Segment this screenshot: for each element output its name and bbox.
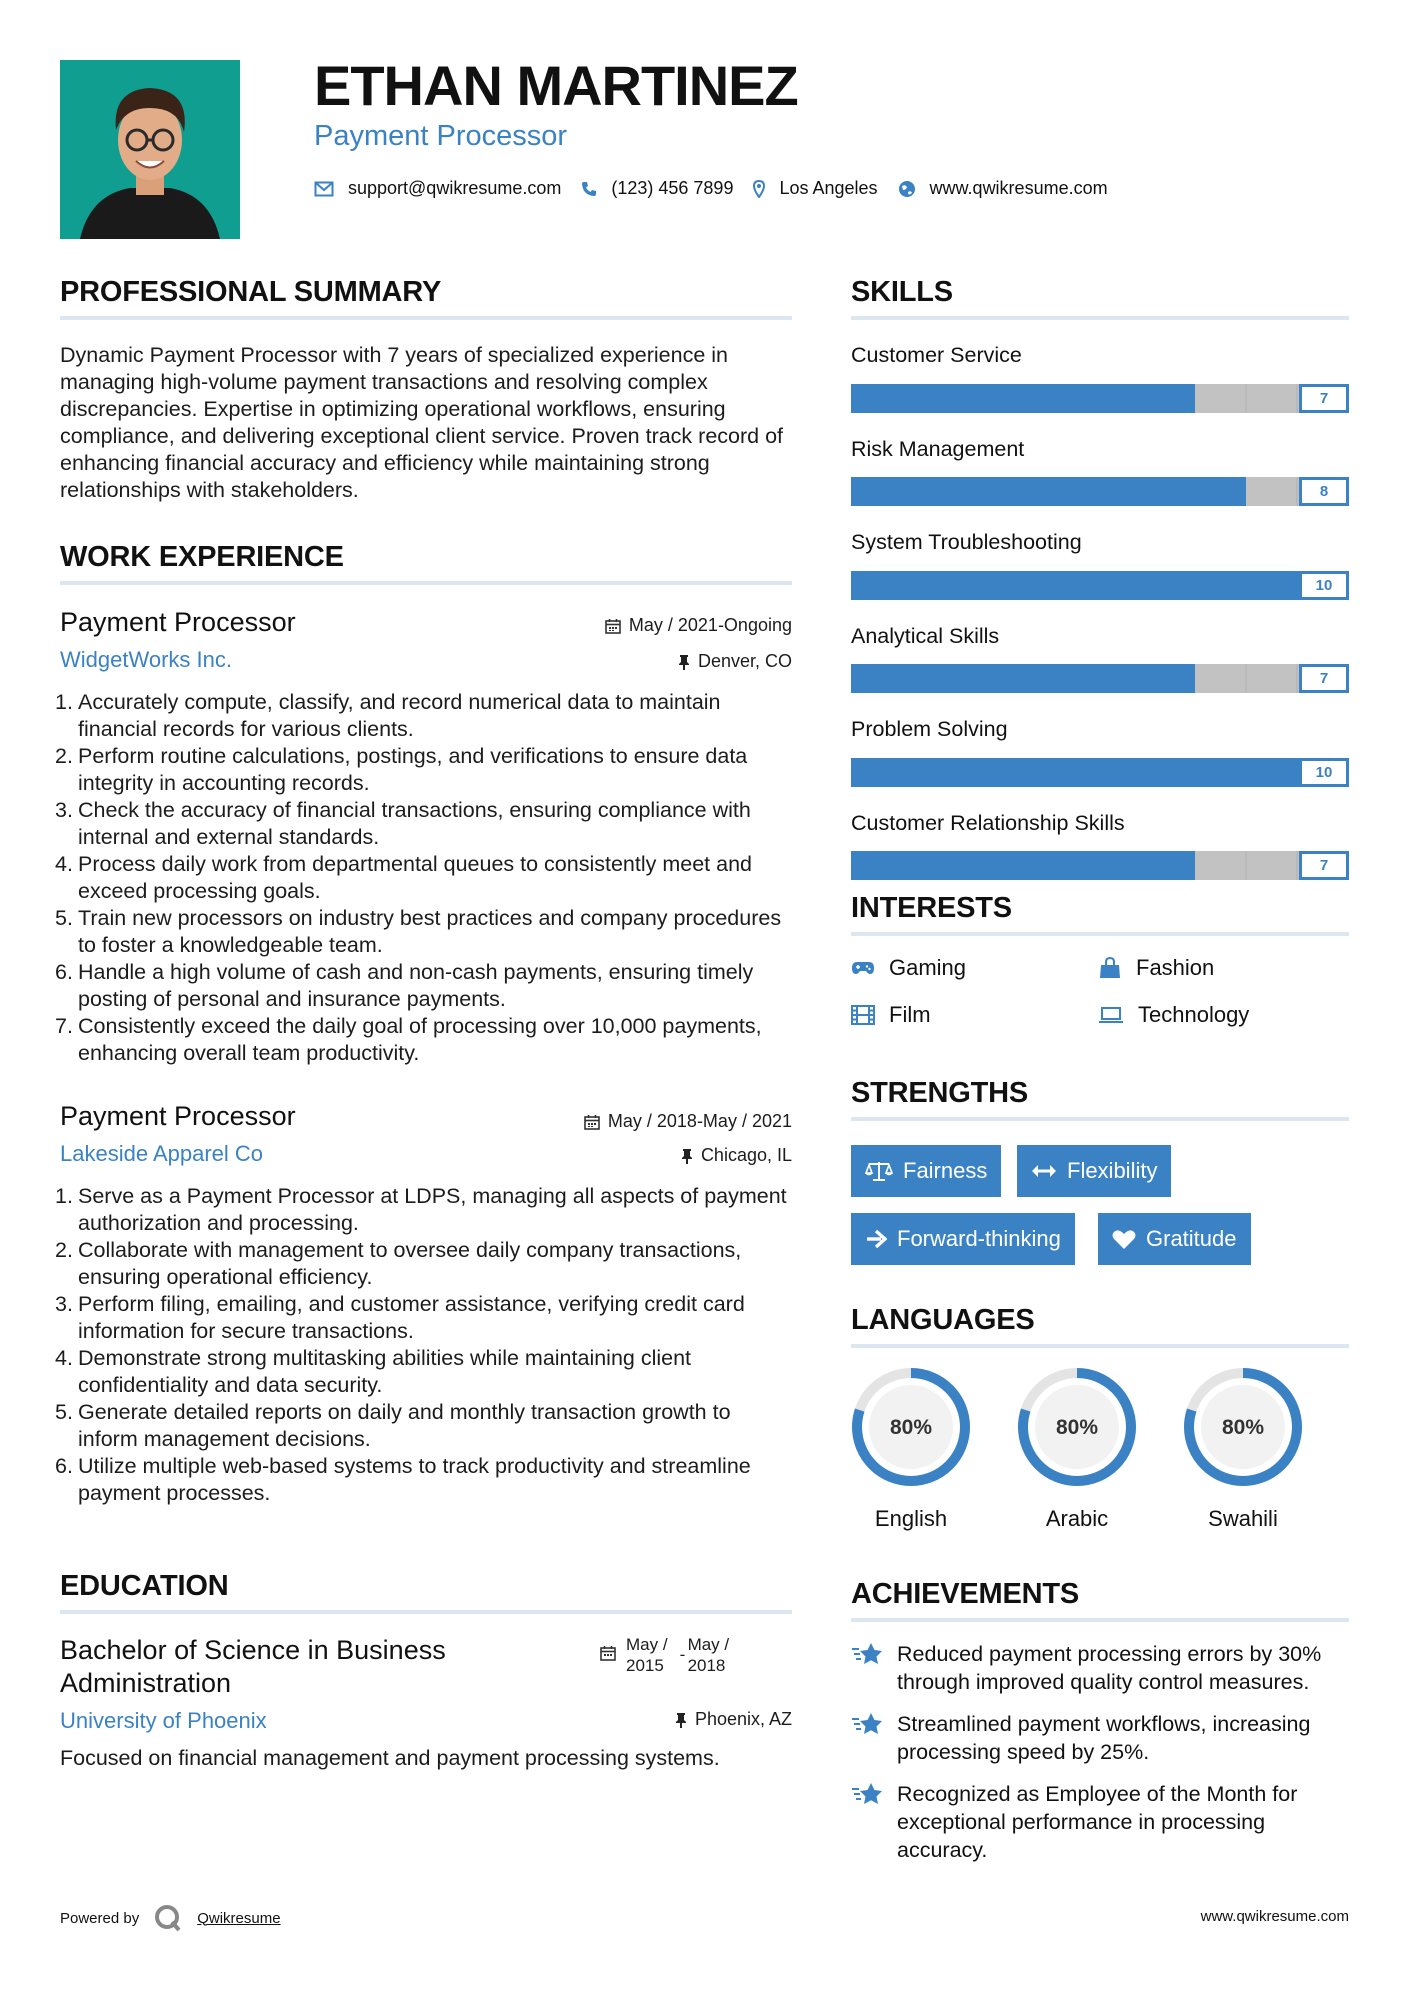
job-location xyxy=(678,651,792,672)
skill-level-badge: 7 xyxy=(1299,664,1349,693)
achievement-text: Streamlined payment workflows, increasing processing speed by 25%. xyxy=(897,1712,1311,1764)
skill-level-segment xyxy=(1097,384,1146,413)
film-icon xyxy=(851,1005,875,1025)
contact-email[interactable]: support@qwikresume.com xyxy=(348,178,562,198)
award-star-icon xyxy=(851,1710,885,1738)
language-name: Arabic xyxy=(1045,1506,1109,1531)
skill-level-segment xyxy=(900,664,949,693)
list-item: Consistently exceed the daily goal of processing over 10,000 payments, enhancing overall team productivity. xyxy=(78,1014,762,1065)
skill-level-segment xyxy=(851,664,900,693)
education-description: Focused on financial management and payment processing systems. xyxy=(60,1746,720,1770)
award-star-icon xyxy=(851,1780,885,1808)
award-star-icon xyxy=(851,1640,885,1668)
list-item: Perform filing, emailing, and customer assistance, verifying credit card information for secure transactions. xyxy=(78,1292,745,1343)
job-company: WidgetWorks Inc. xyxy=(60,647,232,672)
interests-divider xyxy=(851,932,1349,936)
skill-item xyxy=(851,623,1349,694)
skill-level-segment xyxy=(1048,664,1097,693)
strengths-divider xyxy=(851,1117,1349,1121)
skill-item xyxy=(851,810,1349,881)
summary-divider xyxy=(60,316,792,320)
skill-level-bar xyxy=(851,851,1349,880)
skill-level-segment xyxy=(1048,384,1097,413)
interest-fashion xyxy=(1098,955,1214,981)
job-dates xyxy=(605,615,792,636)
calendar-icon xyxy=(605,618,621,634)
skills-list xyxy=(851,345,1349,906)
education-location xyxy=(675,1709,792,1730)
pushpin-icon xyxy=(678,654,690,670)
education-start-line-2: 2015 xyxy=(626,1656,664,1675)
interest-label: Fashion xyxy=(1136,955,1215,980)
achievements-heading: ACHIEVEMENTS xyxy=(851,1578,1080,1610)
skill-level-segment xyxy=(1048,851,1097,880)
calendar-icon xyxy=(584,1114,600,1130)
interest-technology xyxy=(1098,1002,1249,1028)
skill-level-segment xyxy=(951,758,1001,787)
job-location-text: Chicago, IL xyxy=(700,1145,792,1165)
achievement-item xyxy=(851,1780,1349,1864)
skills-divider xyxy=(851,316,1349,320)
arrow-right-icon xyxy=(865,1229,887,1249)
skill-level-segment xyxy=(1146,384,1195,413)
footer-website[interactable]: www.qwikresume.com xyxy=(1200,1908,1349,1925)
skill-label: Customer Service xyxy=(851,343,1022,367)
list-item: Perform routine calculations, postings, and verifications to ensure data integrity in accounting records. xyxy=(78,744,748,795)
skill-label: System Troubleshooting xyxy=(851,530,1082,554)
strength-label: Gratitude xyxy=(1146,1226,1237,1251)
gamepad-icon xyxy=(851,960,875,976)
pushpin-icon xyxy=(675,1712,687,1728)
skill-level-segment xyxy=(999,851,1048,880)
calendar-icon xyxy=(600,1645,616,1661)
qwikresume-link[interactable]: Qwikresume xyxy=(197,1909,281,1927)
skill-label: Analytical Skills xyxy=(851,623,1000,648)
powered-by-label: Powered by xyxy=(60,1909,140,1927)
arrows-horizontal-icon xyxy=(1031,1164,1057,1178)
interest-label: Technology xyxy=(1138,1002,1250,1027)
skill-level-segment xyxy=(900,384,949,413)
summary-text: Dynamic Payment Processor with 7 years of specialized experience in managing high-volume payment transactions and resolving complex discrepancies. Expertise in optimizing operational workflows, ensuring compliance, and delivering exceptional client service. Proven track record of enhancing financial accuracy and efficiency while maintaining strong relationships with stakeholders. xyxy=(60,343,784,502)
job-title: Payment Processor xyxy=(60,607,296,637)
skill-level-bar xyxy=(851,571,1349,600)
interest-label: Film xyxy=(889,1002,931,1027)
list-item: Generate detailed reports on daily and monthly transaction growth to inform management decisions. xyxy=(78,1400,731,1451)
list-item: Serve as a Payment Processor at LDPS, managing all aspects of payment authorization and processing. xyxy=(78,1184,787,1235)
job-location xyxy=(681,1145,792,1166)
skills-heading: SKILLS xyxy=(851,276,953,308)
job-dates-text: May / 2018-May / 2021 xyxy=(607,1111,792,1131)
skill-level-segment xyxy=(1098,477,1147,506)
map-marker-icon xyxy=(753,180,765,198)
skill-level-segment xyxy=(1197,477,1246,506)
strength-flexibility xyxy=(1017,1145,1171,1197)
contact-bar xyxy=(314,178,1128,199)
heart-icon xyxy=(1112,1229,1136,1250)
skill-level-badge: 8 xyxy=(1299,477,1349,506)
skill-label: Risk Management xyxy=(851,436,1025,461)
language-progress-ring xyxy=(849,1365,973,1489)
skill-level-segment xyxy=(1195,664,1246,693)
skill-level-segment xyxy=(1195,851,1246,880)
skill-level-segment xyxy=(1200,758,1250,787)
contact-location: Los Angeles xyxy=(779,178,878,198)
skill-level-segment xyxy=(999,384,1048,413)
skill-level-segment xyxy=(1049,477,1098,506)
skill-level-segment xyxy=(950,477,999,506)
achievement-item xyxy=(851,1710,1349,1766)
profile-photo xyxy=(60,60,240,239)
job-dates-text: May / 2021-Ongoing xyxy=(628,615,792,635)
skill-item xyxy=(851,345,1349,413)
interests-heading: INTERESTS xyxy=(851,892,1012,924)
skill-level-segment xyxy=(999,477,1048,506)
skill-level-segment xyxy=(949,384,998,413)
job-duties xyxy=(60,1183,795,1507)
skill-item xyxy=(851,719,1349,787)
list-item: Collaborate with management to oversee daily company transactions, ensuring operational efficiency. xyxy=(78,1238,742,1289)
language-name: English xyxy=(874,1506,948,1531)
skill-level-segment xyxy=(901,758,951,787)
balance-scale-icon xyxy=(865,1160,893,1182)
skill-level-segment xyxy=(1247,851,1298,880)
list-item: Demonstrate strong multitasking abilities while maintaining client confidentiality and data security. xyxy=(78,1346,692,1397)
strengths-heading: STRENGTHS xyxy=(851,1077,1029,1109)
language-item xyxy=(1181,1365,1305,1532)
list-item: Handle a high volume of cash and non-cash payments, ensuring timely posting of personal and insurance payments. xyxy=(78,960,754,1011)
achievement-text: Recognized as Employee of the Month for exceptional performance in processing accuracy. xyxy=(897,1782,1298,1862)
skill-level-segment xyxy=(851,384,900,413)
language-percent-label: 80% xyxy=(889,1416,933,1439)
skill-level-segment xyxy=(1100,571,1150,600)
list-item: Check the accuracy of financial transactions, ensuring compliance with internal and external standards. xyxy=(78,798,751,849)
laptop-icon xyxy=(1098,1006,1124,1024)
skill-level-segment xyxy=(1246,477,1297,506)
skill-item xyxy=(851,436,1349,507)
language-name: Swahili xyxy=(1208,1506,1278,1531)
languages-list xyxy=(849,1365,1305,1532)
skill-level-segment xyxy=(951,571,1001,600)
job-location-text: Denver, CO xyxy=(697,651,792,671)
skill-label: Problem Solving xyxy=(851,717,1008,741)
skill-level-segment xyxy=(1247,384,1298,413)
education-dates: May / 2015 - May / 2018 xyxy=(600,1634,729,1676)
envelope-icon xyxy=(314,181,334,197)
skill-level-segment xyxy=(1097,664,1146,693)
skill-level-segment xyxy=(999,664,1048,693)
skill-level-segment xyxy=(1200,571,1250,600)
skill-level-badge: 7 xyxy=(1299,384,1349,413)
skill-level-segment xyxy=(1097,851,1146,880)
education-divider xyxy=(60,1610,792,1614)
education-heading: EDUCATION xyxy=(60,1570,229,1602)
education-start-line-1: May / xyxy=(626,1635,668,1654)
education-end-line-2: 2018 xyxy=(687,1656,726,1675)
strength-forward-thinking xyxy=(851,1213,1075,1265)
skill-level-segment xyxy=(1146,851,1195,880)
pushpin-icon xyxy=(681,1148,693,1164)
strength-gratitude xyxy=(1098,1213,1251,1265)
education-location-text: Phoenix, AZ xyxy=(694,1709,792,1729)
contact-phone[interactable]: (123) 456 7899 xyxy=(611,178,734,198)
skill-level-segment xyxy=(1249,758,1299,787)
interest-gaming xyxy=(851,955,966,981)
skill-level-segment xyxy=(949,664,998,693)
achievements-divider xyxy=(851,1618,1349,1622)
skill-level-segment xyxy=(1150,571,1200,600)
list-item: Process daily work from departmental queues to consistently meet and exceed processing goals. xyxy=(78,852,752,903)
skill-level-badge: 10 xyxy=(1299,758,1349,787)
strength-label: Fairness xyxy=(903,1158,988,1183)
skill-level-segment xyxy=(851,571,901,600)
strength-label: Forward-thinking xyxy=(897,1226,1061,1251)
languages-divider xyxy=(851,1344,1349,1348)
job-title: Payment Processor xyxy=(60,1101,296,1131)
achievement-item xyxy=(851,1640,1349,1696)
skill-item xyxy=(851,532,1349,600)
skill-level-segment xyxy=(1000,758,1050,787)
skill-level-bar xyxy=(851,477,1349,506)
achievement-text: Reduced payment processing errors by 30% through improved quality control measures. xyxy=(897,1642,1322,1694)
skill-level-segment xyxy=(1050,571,1100,600)
interest-label: Gaming xyxy=(889,955,967,980)
list-item: Utilize multiple web-based systems to track productivity and streamline payment processes. xyxy=(78,1454,751,1505)
education-school: University of Phoenix xyxy=(60,1708,267,1733)
list-item: Train new processors on industry best practices and company procedures to foster a knowledgeable team. xyxy=(78,906,782,957)
job-duties xyxy=(60,689,795,1067)
strength-fairness xyxy=(851,1145,1001,1197)
degree-line-1: Bachelor of Science in Business xyxy=(60,1635,446,1665)
interest-film xyxy=(851,1002,931,1028)
skill-level-segment xyxy=(851,851,900,880)
skill-level-segment xyxy=(851,758,901,787)
skill-level-bar xyxy=(851,758,1349,787)
skill-level-segment xyxy=(900,477,949,506)
skill-level-badge: 10 xyxy=(1299,571,1349,600)
contact-website[interactable]: www.qwikresume.com xyxy=(929,178,1108,198)
qwikresume-logo-icon xyxy=(153,1903,183,1933)
skill-level-segment xyxy=(851,477,900,506)
degree xyxy=(60,1634,446,1700)
skill-level-segment xyxy=(1150,758,1200,787)
language-item xyxy=(849,1365,973,1532)
language-item xyxy=(1015,1365,1139,1532)
skill-level-bar xyxy=(851,664,1349,693)
achievements-list xyxy=(851,1640,1349,1864)
skill-level-segment xyxy=(1247,664,1298,693)
language-percent-label: 80% xyxy=(1055,1416,1099,1439)
education-end-line-1: May / xyxy=(687,1635,730,1654)
shopping-bag-icon xyxy=(1098,957,1122,979)
candidate-title: Payment Processor xyxy=(314,120,568,152)
skill-level-segment xyxy=(1000,571,1050,600)
summary-heading: PROFESSIONAL SUMMARY xyxy=(60,276,442,308)
strength-label: Flexibility xyxy=(1067,1158,1158,1183)
globe-icon xyxy=(898,180,916,198)
skill-level-segment xyxy=(1249,571,1299,600)
list-item: Accurately compute, classify, and record numerical data to maintain financial records for various clients. xyxy=(78,690,721,741)
skill-level-segment xyxy=(900,851,949,880)
skill-level-segment xyxy=(1146,664,1195,693)
job-dates xyxy=(584,1111,792,1132)
skill-level-segment xyxy=(949,851,998,880)
degree-line-2: Administration xyxy=(60,1668,232,1698)
languages-heading: LANGUAGES xyxy=(851,1304,1035,1336)
skill-level-segment xyxy=(1195,384,1246,413)
experience-divider xyxy=(60,581,792,585)
skill-level-segment xyxy=(901,571,951,600)
job-company: Lakeside Apparel Co xyxy=(60,1141,264,1166)
skill-level-segment xyxy=(1100,758,1150,787)
skill-level-segment xyxy=(1147,477,1196,506)
candidate-name: ETHAN MARTINEZ xyxy=(314,54,798,117)
skill-label: Customer Relationship Skills xyxy=(851,810,1125,835)
skill-level-segment xyxy=(1050,758,1100,787)
skill-level-bar xyxy=(851,384,1349,413)
experience-heading: WORK EXPERIENCE xyxy=(60,541,344,573)
language-progress-ring xyxy=(1015,1365,1139,1489)
phone-icon xyxy=(581,181,597,197)
language-progress-ring xyxy=(1181,1365,1305,1489)
skill-level-badge: 7 xyxy=(1299,851,1349,880)
language-percent-label: 80% xyxy=(1221,1416,1265,1439)
footer-powered-by xyxy=(60,1903,281,1933)
